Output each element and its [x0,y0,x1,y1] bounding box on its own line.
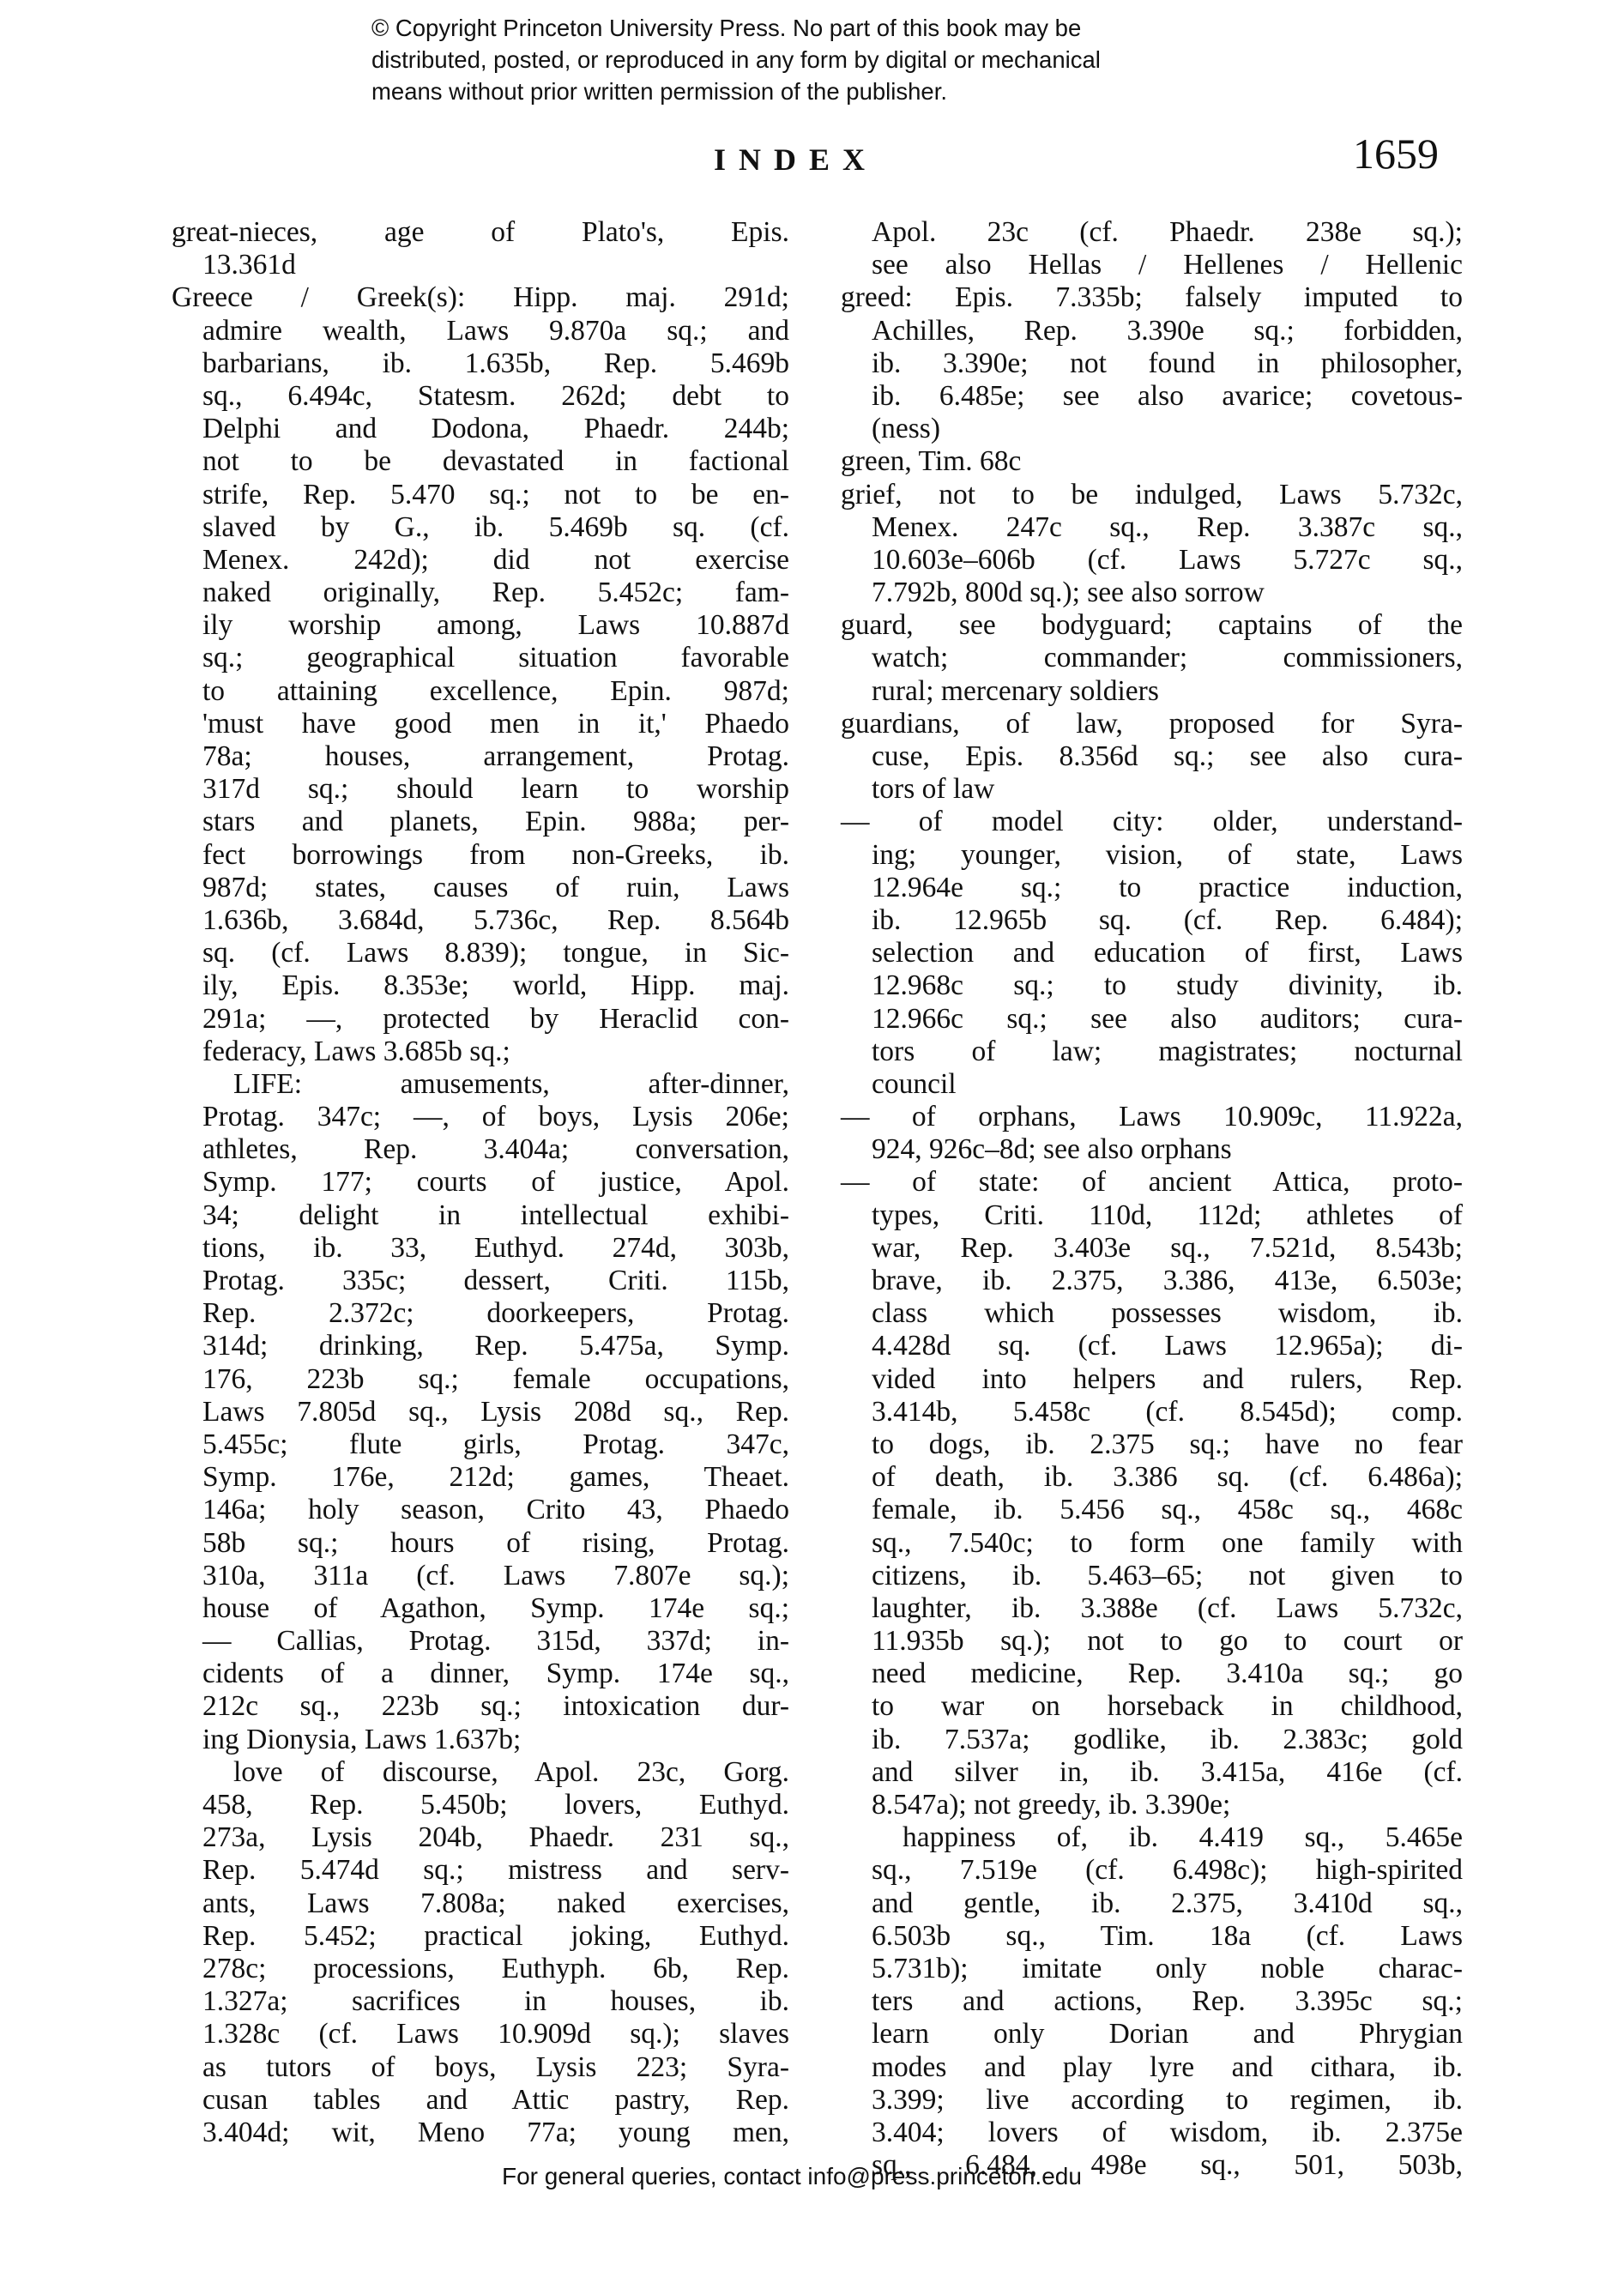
index-line: slaved by G., ib. 5.469b sq. (cf. [202,510,789,543]
index-line: 78a; houses, arrangement, Protag. [202,740,789,772]
index-line: 12.964e sq.; to practice induction, [872,871,1463,903]
index-line: Achilles, Rep. 3.390e sq.; forbidden, [872,314,1463,347]
index-line: Greece / Greek(s): Hipp. maj. 291d; [172,281,789,314]
index-line: greed: Epis. 7.335b; falsely imputed to [841,281,1463,314]
index-line: watch; commander; commissioners, [872,642,1463,674]
index-line: need medicine, Rep. 3.410a sq.; go [872,1658,1463,1690]
index-line: ily, Epis. 8.353e; world, Hipp. maj. [202,969,789,1002]
index-line: 34; delight in intellectual exhibi- [202,1199,789,1231]
index-line: Apol. 23c (cf. Phaedr. 238e sq.); [872,216,1463,248]
index-line: sq., 6.484, 498e sq., 501, 503b, [872,2149,1463,2182]
index-line: 1.327a; sacrifices in houses, ib. [202,1985,789,2018]
index-line: of death, ib. 3.386 sq. (cf. 6.486a); [872,1461,1463,1494]
index-line: sq., 6.494c, Statesm. 262d; debt to [202,379,789,412]
index-line: LIFE: amusements, after-dinner, [233,1067,789,1100]
index-line: Protag. 347c; —, of boys, Lysis 206e; [202,1101,789,1133]
index-line: Menex. 247c sq., Rep. 3.387c sq., [872,510,1463,543]
index-line: sq.; geographical situation favorable [202,642,789,674]
index-line: 314d; drinking, Rep. 5.475a, Symp. [202,1330,789,1362]
index-line: ants, Laws 7.808a; naked exercises, [202,1887,789,1919]
index-line: 273a, Lysis 204b, Phaedr. 231 sq., [202,1821,789,1854]
index-line: 4.428d sq. (cf. Laws 12.965a); di- [872,1330,1463,1362]
index-line: 12.968c sq.; to study divinity, ib. [872,969,1463,1002]
index-line: to war on horseback in childhood, [872,1690,1463,1723]
index-line: ing Dionysia, Laws 1.637b; [202,1723,522,1755]
index-line: ib. 3.390e; not found in philosopher, [872,347,1463,379]
page-number: 1659 [1353,130,1439,178]
index-line: — Callias, Protag. 315d, 337d; in- [202,1625,789,1658]
index-line: house of Agathon, Symp. 174e sq.; [202,1591,789,1624]
index-line: tions, ib. 33, Euthyd. 274d, 303b, [202,1231,789,1264]
index-line: fect borrowings from non-Greeks, ib. [202,838,789,871]
index-line: brave, ib. 2.375, 3.386, 413e, 6.503e; [872,1265,1463,1296]
index-line: 5.731b); imitate only noble charac- [872,1952,1463,1984]
index-line: see also Hellas / Hellenes / Hellenic [872,249,1463,281]
copyright-notice [371,12,1247,107]
index-line: 10.603e–606b (cf. Laws 5.727c sq., [872,543,1463,576]
index-line: tors of law [872,773,995,806]
index-line: class which possesses wisdom, ib. [872,1297,1463,1330]
index-line: laughter, ib. 3.388e (cf. Laws 5.732c, [872,1591,1463,1624]
index-line: Rep. 5.452; practical joking, Euthyd. [202,1919,789,1952]
index-line: 291a; —, protected by Heraclid con- [202,1002,789,1035]
copyright-line: distributed, posted, or reproduced in any form by digital or mechanical [371,46,1101,73]
index-line: 13.361d [202,249,296,281]
index-line: modes and play lyre and cithara, ib. [872,2050,1463,2083]
index-line: ib. 7.537a; godlike, ib. 2.383c; gold [872,1723,1463,1755]
index-line: council [872,1067,957,1100]
index-line: citizens, ib. 5.463–65; not given to [872,1559,1463,1591]
index-line: 12.966c sq.; see also auditors; cura- [872,1002,1463,1035]
index-line: rural; mercenary soldiers [872,674,1159,707]
index-line: Rep. 2.372c; doorkeepers, Protag. [202,1297,789,1330]
index-line: 11.935b sq.); not to go to court or [872,1625,1463,1658]
index-line: vided into helpers and rulers, Rep. [872,1362,1463,1395]
index-line: — of orphans, Laws 10.909c, 11.922a, [841,1101,1463,1133]
index-line: love of discourse, Apol. 23c, Gorg. [233,1755,789,1788]
index-line: ib. 12.965b sq. (cf. Rep. 6.484); [872,903,1463,936]
index-line: 1.328c (cf. Laws 10.909d sq.); slaves [202,2018,789,2050]
index-line: 'must have good men in it,' Phaedo [202,707,789,740]
index-line: ters and actions, Rep. 3.395c sq.; [872,1985,1463,2018]
index-line: 5.455c; flute girls, Protag. 347c, [202,1428,789,1460]
index-line: naked originally, Rep. 5.452c; fam- [202,577,789,609]
index-line: Delphi and Dodona, Phaedr. 244b; [202,413,789,445]
copyright-line: means without prior written permission of the publisher. [371,78,948,105]
index-line: 146a; holy season, Crito 43, Phaedo [202,1494,789,1526]
index-line: 58b sq.; hours of rising, Protag. [202,1526,789,1559]
index-line: admire wealth, Laws 9.870a sq.; and [202,314,789,347]
index-line: to attaining excellence, Epin. 987d; [202,674,789,707]
index-line: and silver in, ib. 3.415a, 416e (cf. [872,1755,1463,1788]
index-line: 458, Rep. 5.450b; lovers, Euthyd. [202,1789,789,1821]
index-line: 3.404; lovers of wisdom, ib. 2.375e [872,2116,1463,2148]
index-line: sq. (cf. Laws 8.839); tongue, in Sic- [202,937,789,969]
page-title: INDEX [714,142,878,177]
index-line: 212c sq., 223b sq.; intoxication dur- [202,1690,789,1723]
index-line: strife, Rep. 5.470 sq.; not to be en- [202,478,789,510]
index-line: 278c; processions, Euthyph. 6b, Rep. [202,1952,789,1984]
index-line: war, Rep. 3.403e sq., 7.521d, 8.543b; [872,1231,1463,1264]
index-line: stars and planets, Epin. 988a; per- [202,806,789,838]
index-line: learn only Dorian and Phrygian [872,2018,1463,2050]
index-line: 7.792b, 800d sq.); see also sorrow [872,577,1265,609]
index-line: 3.399; live according to regimen, ib. [872,2083,1463,2116]
index-line: 3.404d; wit, Meno 77a; young men, [202,2116,789,2148]
index-line: ily worship among, Laws 10.887d [202,609,789,642]
index-line: types, Criti. 110d, 112d; athletes of [872,1199,1463,1231]
index-line: 176, 223b sq.; female occupations, [202,1362,789,1395]
index-line: Rep. 5.474d sq.; mistress and serv- [202,1854,789,1887]
index-line: Protag. 335c; dessert, Criti. 115b, [202,1265,789,1296]
index-line: athletes, Rep. 3.404a; conversation, [202,1133,789,1166]
index-line: selection and education of first, Laws [872,937,1463,969]
index-line: cuse, Epis. 8.356d sq.; see also cura- [872,740,1463,772]
index-line: guard, see bodyguard; captains of the [841,609,1463,642]
index-line: ing; younger, vision, of state, Laws [872,838,1463,871]
index-line: Symp. 176e, 212d; games, Theaet. [202,1461,789,1494]
index-line: not to be devastated in factional [202,445,789,478]
index-line: as tutors of boys, Lysis 223; Syra- [202,2050,789,2083]
index-line: 8.547a); not greedy, ib. 3.390e; [872,1789,1231,1821]
index-line: cusan tables and Attic pastry, Rep. [202,2083,789,2116]
index-line: Menex. 242d); did not exercise [202,543,789,576]
index-line: ib. 6.485e; see also avarice; covetous- [872,379,1463,412]
left-column [172,216,789,2149]
index-line: federacy, Laws 3.685b sq.; [202,1035,510,1067]
index-line: sq., 7.540c; to form one family with [872,1526,1463,1559]
index-line: female, ib. 5.456 sq., 458c sq., 468c [872,1494,1463,1526]
index-line: 6.503b sq., Tim. 18a (cf. Laws [872,1919,1463,1952]
index-line: Symp. 177; courts of justice, Apol. [202,1166,789,1199]
index-line: grief, not to be indulged, Laws 5.732c, [841,478,1463,510]
index-line: 317d sq.; should learn to worship [202,773,789,806]
index-line: 1.636b, 3.684d, 5.736c, Rep. 8.564b [202,903,789,936]
copyright-line: © Copyright Princeton University Press. No part of this book may be [371,15,1082,41]
index-line: 987d; states, causes of ruin, Laws [202,871,789,903]
index-line: happiness of, ib. 4.419 sq., 5.465e [903,1821,1463,1854]
index-line: 310a, 311a (cf. Laws 7.807e sq.); [202,1559,789,1591]
index-line: great-nieces, age of Plato's, Epis. [172,216,789,248]
index-line: green, Tim. 68c [841,445,1022,478]
index-line: — of model city: older, understand- [841,806,1463,838]
index-line: Laws 7.805d sq., Lysis 208d sq., Rep. [202,1395,789,1428]
index-line: 924, 926c–8d; see also orphans [872,1133,1232,1166]
index-line: barbarians, ib. 1.635b, Rep. 5.469b [202,347,789,379]
index-line: cidents of a dinner, Symp. 174e sq., [202,1658,789,1690]
right-column [841,216,1463,2182]
footer-contact: For general queries, contact info@press.princeton.edu [502,2163,1082,2189]
index-line: (ness) [872,413,941,445]
index-line: — of state: of ancient Attica, proto- [841,1166,1463,1199]
index-line: and gentle, ib. 2.375, 3.410d sq., [872,1887,1463,1919]
index-line: guardians, of law, proposed for Syra- [841,707,1463,740]
index-line: sq., 7.519e (cf. 6.498c); high-spirited [872,1854,1463,1887]
index-line: tors of law; magistrates; nocturnal [872,1035,1463,1067]
index-line: 3.414b, 5.458c (cf. 8.545d); comp. [872,1395,1463,1428]
index-line: to dogs, ib. 2.375 sq.; have no fear [872,1428,1463,1460]
